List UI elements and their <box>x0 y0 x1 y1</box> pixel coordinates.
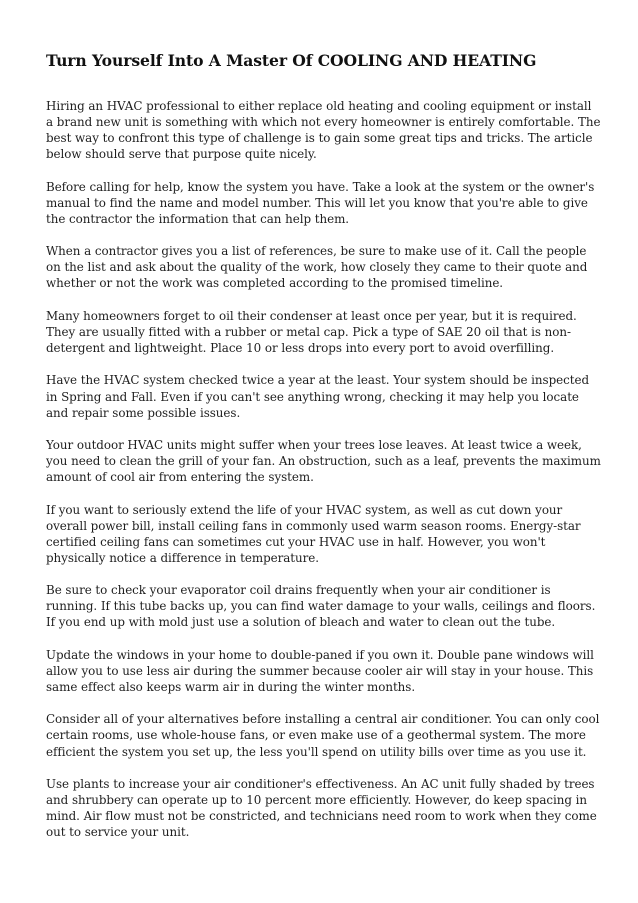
paragraph-references: When a contractor gives you a list of references, be sure to make use of it. Call the people on the list and ask about the quality of the work, how closely they came to their quote and whether or not the work was completed according to the promised timeline. <box>46 244 588 291</box>
paragraph-ceiling-fans: If you want to seriously extend the life of your HVAC system, as well as cut down your overall power bill, install ceiling fans in commonly used warm season rooms. Energy-star certified ceiling fans can sometimes cut your HVAC use in half. However, you won't physically notice a difference in temperature. <box>46 502 581 565</box>
page-title: Turn Yourself Into A Master Of COOLING AND HEATING <box>46 51 537 70</box>
paragraph-alternatives: Consider all of your alternatives before installing a central air conditioner. You can only cool certain rooms, use whole-house fans, or even make use of a geothermal system. The more efficient the system you set up, the less you'll spend on utility bills over time as you use it. <box>46 712 600 759</box>
paragraph-coil-drains: Be sure to check your evaporator coil drains frequently when your air conditioner is running. If this tube backs up, you can find water damage to your walls, ceilings and floors. If you end up with mold just use a solution of bleach and water to clean out the tube. <box>46 583 596 630</box>
paragraph-oil-condenser: Many homeowners forget to oil their condenser at least once per year, but it is required. They are usually fitted with a rubber or metal cap. Pick a type of SAE 20 oil that is non-detergent and lightweight. Place 10 or less drops into every port to avoid overfilling. <box>46 308 577 356</box>
paragraph-know-system: Before calling for help, know the system you have. Take a look at the system or the owner's manual to find the name and model number. This will let you know that you're able to give the contractor the information that can help them. <box>46 179 595 226</box>
paragraph-inspection: Have the HVAC system checked twice a year at the least. Your system should be inspected in Spring and Fall. Even if you can't see anything wrong, checking it may help you locate and repair some possible issues. <box>46 373 590 420</box>
document-page <box>46 50 602 857</box>
paragraph-intro: Hiring an HVAC professional to either replace old heating and cooling equipment or install a brand new unit is something with which not every homeowner is entirely comfortable. The best way to confront this type of challenge is to gain some great tips and tricks. The article below should serve that purpose quite nicely. <box>46 99 601 162</box>
paragraph-plants: Use plants to increase your air conditioner's effectiveness. An AC unit fully shaded by trees and shrubbery can operate up to 10 percent more efficiently. However, do keep spacing in mind. Air flow must not be constricted, and technicians need room to work when they come out to service your unit. <box>46 776 597 840</box>
paragraph-outdoor-units: Your outdoor HVAC units might suffer when your trees lose leaves. At least twice a week, you need to clean the grill of your fan. An obstruction, such as a leaf, prevents the maximum amount of cool air from entering the system. <box>46 437 601 485</box>
paragraph-windows: Update the windows in your home to double-paned if you own it. Double pane windows will allow you to use less air during the summer because cooler air will stay in your house. This same effect also keeps warm air in during the winter months. <box>46 647 594 694</box>
